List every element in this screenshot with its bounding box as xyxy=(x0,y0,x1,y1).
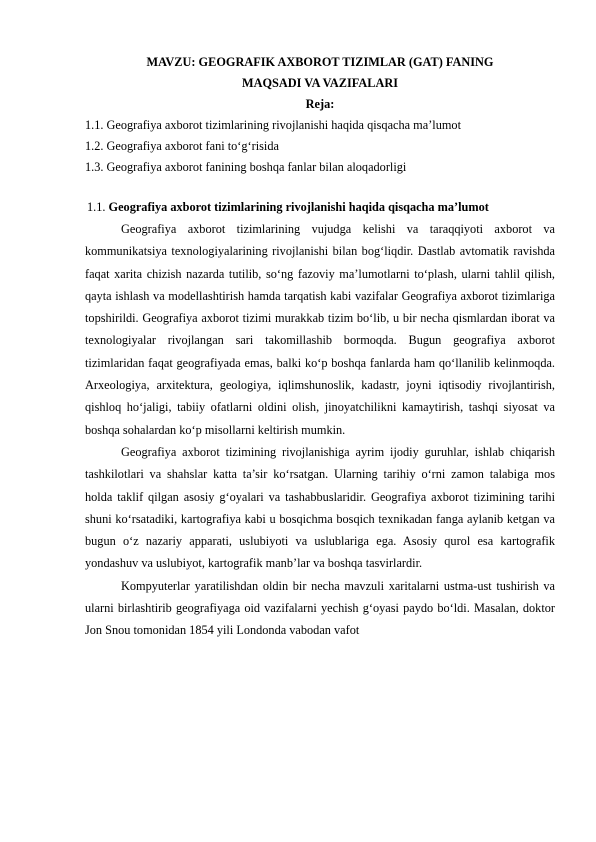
section-heading xyxy=(85,197,555,218)
plan-item-2: 1.2. Geografiya axborot fani to‘g‘risida xyxy=(85,139,279,153)
document-title-line1: MAVZU: GEOGRAFIK AXBOROT TIZIMLAR (GAT) FANING xyxy=(146,55,494,69)
section-title: Geografiya axborot tizimlarining rivojlanishi haqida qisqacha ma’lumot xyxy=(108,200,489,214)
paragraph-1: Geografiya axborot tizimlarining vujudga kelishi va taraqqiyoti axborot va kommunikatsiya texnologiyalarining rivojlanishi bilan bog‘liqdir. Dastlab avtomatik ravishda faqat xarita chizish nazarda tutilib, so‘ng fazoviy ma’lumotlarni to‘plash, ularni tahlil qilish, qayta ishlash va modellashtirish hamda tarqatish kabi vazifalar Geografiya axborot tizimlariga topshirildi. Geografiya axborot tizimi murakkab tizim bo‘lib, u bir necha qismlardan iborat va texnologiyalar rivojlangan sari takomillashib bormoqda. Bugun geografiya axborot tizimlaridan faqat geografiyada emas, balki ko‘p boshqa fanlarda ham qo‘llanilib kelinmoqda. Arxeologiya, arxitektura, geologiya, iqlimshunoslik, kadastr, joyni iqtisodiy rivojlantirish, qishloq ho‘jaligi, tabiiy ofatlarni oldini olish, jinoyatchilikni kamaytirish, tashqi siyosat va boshqa sohalardan ko‘p misollarni keltirish mumkin. xyxy=(85,222,555,437)
paragraph-2: Geografiya axborot tizimining rivojlanishiga ayrim ijodiy guruhlar, ishlab chiqarish tashkilotlari va shahslar katta ta’sir ko‘rsatgan. Ularning tarihiy o‘rni zamon talabiga mos holda taklif qilgan asosiy g‘oyalari va tashabbuslaridir. Geografiya axborot tizimining tarihi shuni ko‘rsatadiki, kartografiya kabi u bosqichma bosqich texnikadan fanga aylanib ketgan va bugun o‘z nazariy apparati, uslubiyoti va uslublariga ega. Asosiy qurol esa kartografik yondashuv va uslubiyot, kartografik manb’lar va boshqa tasvirlardir. xyxy=(85,444,555,571)
section-number: 1.1. xyxy=(87,200,106,214)
plan-heading: Reja: xyxy=(305,97,335,111)
plan-item-3: 1.3. Geografiya axborot fanining boshqa fanlar bilan aloqadorligi xyxy=(85,160,407,174)
document-title-line2: MAQSADI VA VAZIFALARI xyxy=(241,76,399,90)
plan-item-1: 1.1. Geografiya axborot tizimlarining rivojlanishi haqida qisqacha ma’lumot xyxy=(85,118,461,132)
document-page xyxy=(85,52,555,642)
spacer xyxy=(85,178,555,197)
paragraph-3: Kompyuterlar yaratilishdan oldin bir necha mavzuli xaritalarni ustma-ust tushirish va ularni birlashtirib geografiyaga oid vazifalarni yechish g‘oyasi paydo bo‘ldi. Masalan, doktor Jon Snou tomonidan 1854 yili Londonda vabodan vafot xyxy=(85,578,555,638)
